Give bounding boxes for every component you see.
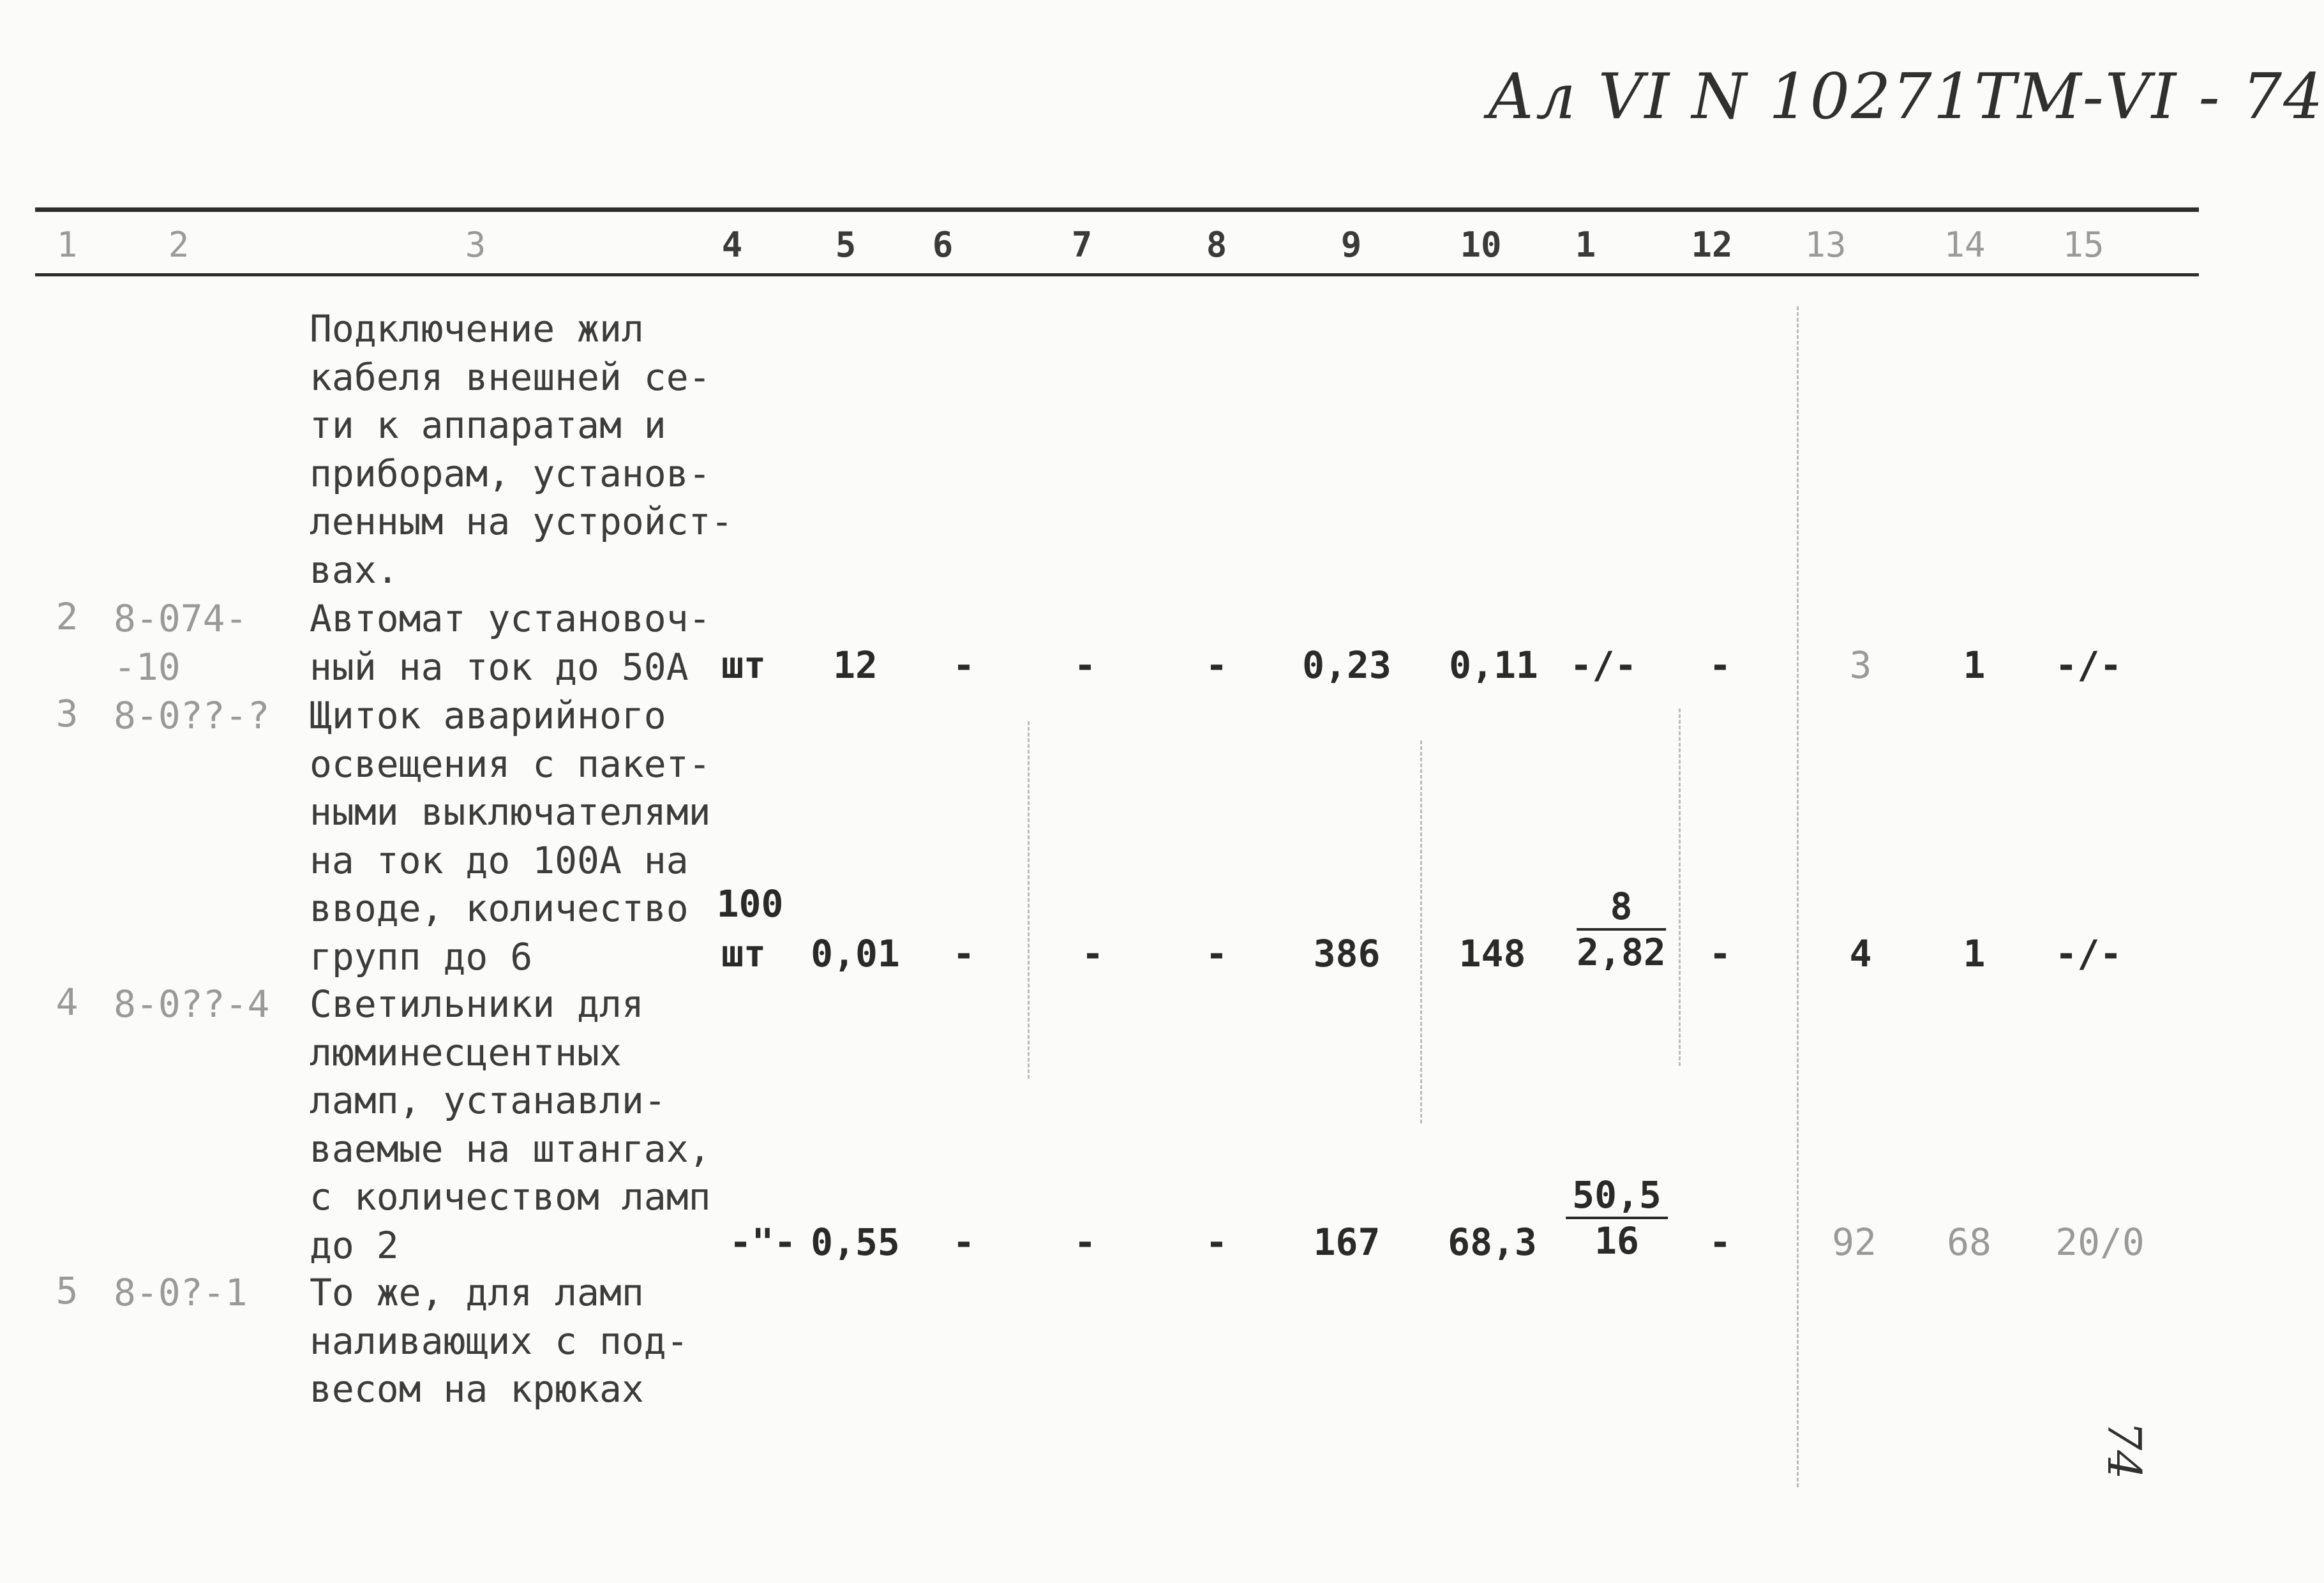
row-col9: 386 — [1313, 932, 1381, 975]
row-code: 8-074- -10 — [114, 597, 248, 689]
fraction-denominator: 2,82 — [1577, 931, 1666, 974]
row-code: 8-0?-1 — [114, 1271, 248, 1314]
col-header-11: 1 — [1575, 225, 1596, 265]
row-col14: 68 — [1947, 1220, 1991, 1264]
col-header-2: 2 — [168, 225, 190, 265]
row-description: Подключение жил кабеля внешней се- ти к аппаратам и приборам, установ- ленным на устройст- вах. — [310, 307, 733, 592]
row-col12: - — [1709, 643, 1732, 687]
col-header-3: 3 — [465, 225, 486, 265]
row-code: 8-0??-? — [114, 694, 270, 737]
column-separator — [1679, 709, 1681, 1066]
page-number: 74 — [2097, 1421, 2151, 1480]
col-header-14: 14 — [1944, 225, 1986, 265]
col-header-7: 7 — [1071, 225, 1093, 265]
col-header-15: 15 — [2062, 225, 2104, 265]
row-col12: - — [1709, 1220, 1732, 1264]
fraction-denominator: 16 — [1594, 1219, 1639, 1263]
row-description: Светильники для люминесцентных ламп, устанавли- ваемые на штангах, с количеством ламп до 2 — [310, 982, 711, 1267]
row-number: 2 — [56, 595, 79, 638]
col-header-12: 12 — [1691, 225, 1733, 265]
row-number: 4 — [56, 980, 79, 1024]
sheet-reference: Ал VI N 10271ТМ-VI - 74 — [1487, 61, 2324, 133]
row-number: 5 — [56, 1269, 79, 1312]
fraction-numerator: 50,5 — [1566, 1174, 1668, 1219]
row-col12: - — [1709, 932, 1732, 975]
column-separator — [1797, 306, 1799, 1487]
col-header-13: 13 — [1804, 225, 1847, 265]
row-col15: -/- — [2055, 932, 2122, 975]
row-col5: 0,55 — [811, 1220, 900, 1264]
column-separator — [1028, 721, 1030, 1079]
row-col10: 0,11 — [1449, 643, 1538, 687]
row-number: 3 — [56, 692, 79, 735]
row-col13: 3 — [1849, 643, 1872, 687]
row-description: Автомат установоч- ный на ток до 50А — [310, 597, 711, 689]
col-header-5: 5 — [835, 225, 857, 265]
row-unit: шт — [721, 932, 766, 975]
row-col6: - — [952, 643, 975, 687]
row-code: 8-0??-4 — [114, 982, 270, 1026]
row-col15: 20/0 — [2055, 1220, 2145, 1264]
row-col5: 0,01 — [811, 932, 900, 975]
row-col7: - — [1081, 932, 1104, 975]
row-col8: - — [1205, 932, 1228, 975]
row-col7: - — [1074, 1220, 1097, 1264]
row-unit: шт — [721, 643, 766, 687]
col-header-4: 4 — [721, 225, 743, 265]
row-col15: -/- — [2055, 643, 2122, 687]
row-col5: 12 — [833, 643, 878, 687]
row-description: То же, для ламп наливающих с под- весом на крюках — [310, 1271, 689, 1411]
col-header-9: 9 — [1340, 225, 1362, 265]
row-col13: 92 — [1832, 1220, 1877, 1264]
row-col6: - — [952, 932, 975, 975]
col-header-1: 1 — [56, 225, 78, 265]
row-col7: - — [1074, 643, 1097, 687]
header-rule-top — [35, 207, 2199, 212]
row-col11-fraction — [1577, 886, 1666, 973]
row-col11: -/- — [1570, 643, 1637, 687]
row-col8: - — [1205, 643, 1228, 687]
row-col14: 1 — [1963, 643, 1986, 687]
row-col13: 4 — [1849, 932, 1872, 975]
fraction-numerator: 8 — [1577, 886, 1666, 931]
row-col8: - — [1205, 1220, 1228, 1264]
row-col6: - — [952, 1220, 975, 1264]
column-separator — [1420, 740, 1422, 1123]
row-unit-top: 100 — [716, 882, 784, 926]
row-unit: -"- — [729, 1220, 797, 1264]
row-col10: 148 — [1458, 932, 1526, 975]
row-col10: 68,3 — [1448, 1220, 1537, 1264]
header-rule-bottom — [35, 273, 2199, 276]
col-header-8: 8 — [1206, 225, 1227, 265]
row-col9: 0,23 — [1302, 643, 1391, 687]
row-description: Щиток аварийного освещения с пакет- ными выключателями на ток до 100А на вводе, количество групп до 6 — [310, 694, 711, 979]
col-header-10: 10 — [1460, 225, 1502, 265]
row-col11-fraction — [1566, 1174, 1668, 1261]
row-col9: 167 — [1313, 1220, 1381, 1264]
col-header-6: 6 — [932, 225, 954, 265]
row-col14: 1 — [1963, 932, 1986, 975]
